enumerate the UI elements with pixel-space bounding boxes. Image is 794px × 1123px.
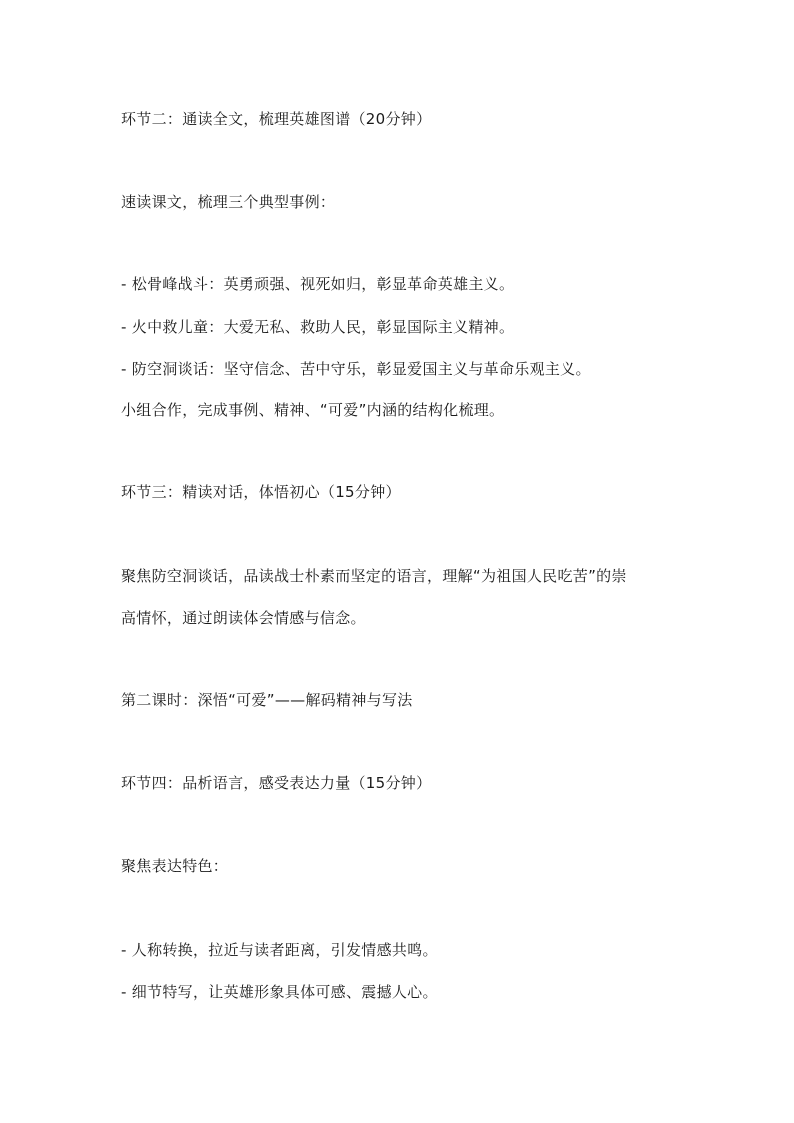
list-item-person-shift: - 人称转换，拉近与读者距离，引发情感共鸣。 [121, 941, 438, 959]
paragraph-skim-reading: 速读课文，梳理三个典型事例： [121, 193, 336, 211]
list-item-detail-closeup: - 细节特写，让英雄形象具体可感、震撼人心。 [121, 983, 438, 1001]
list-item-rescue-children: - 火中救儿童：大爱无私、救助人民，彰显国际主义精神。 [121, 318, 515, 336]
paragraph-focus-dialogue-line1: 聚焦防空洞谈话，品读战士朴素而坚定的语言，理解“为祖国人民吃苦”的崇 [121, 567, 627, 585]
lesson-heading-second: 第二课时：深悟“可爱”——解码精神与写法 [121, 691, 413, 709]
paragraph-group-cooperation: 小组合作，完成事例、精神、“可爱”内涵的结构化梳理。 [121, 401, 505, 419]
paragraph-focus-dialogue-line2: 高情怀，通过朗读体会情感与信念。 [121, 609, 366, 627]
section-heading-step-2: 环节二：通读全文，梳理英雄图谱（20分钟） [121, 110, 432, 128]
section-heading-step-4: 环节四：品析语言，感受表达力量（15分钟） [121, 774, 432, 792]
list-item-songgufeng-battle: - 松骨峰战斗：英勇顽强、视死如归，彰显革命英雄主义。 [121, 275, 515, 293]
paragraph-expression-features: 聚焦表达特色： [121, 857, 229, 875]
list-item-air-raid-shelter-talk: - 防空洞谈话：坚守信念、苦中守乐，彰显爱国主义与革命乐观主义。 [121, 360, 591, 378]
section-heading-step-3: 环节三：精读对话，体悟初心（15分钟） [121, 483, 401, 501]
